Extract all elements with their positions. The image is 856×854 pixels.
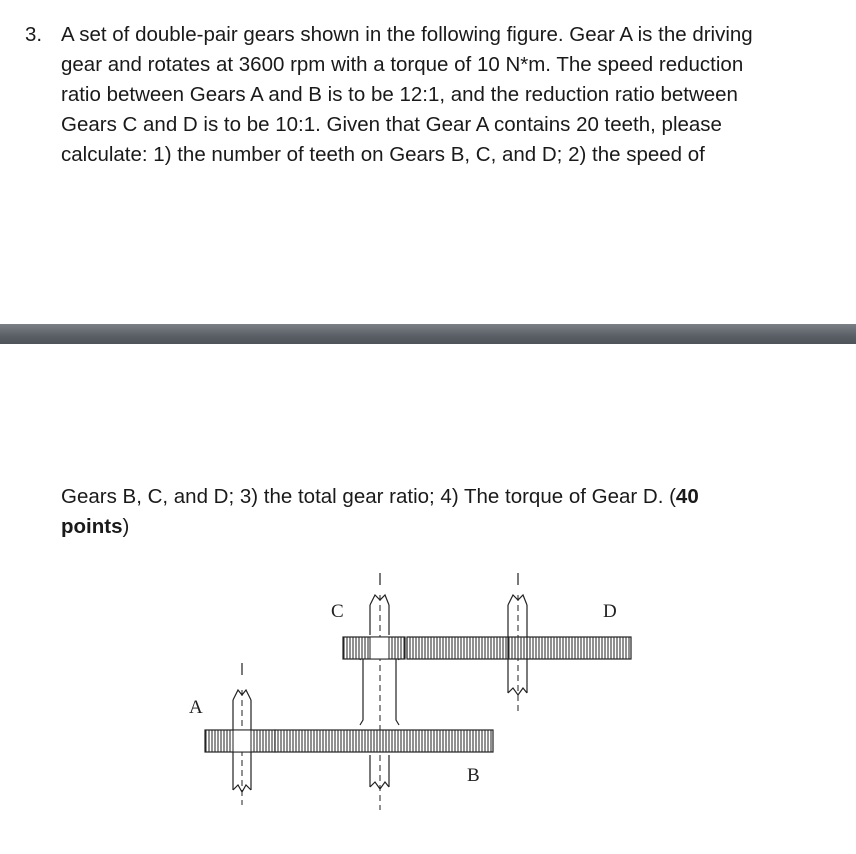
problem-line-4: Gears C and D is to be 10:1. Given that Gear A contains 20 teeth, please (61, 113, 722, 136)
page-divider (0, 324, 856, 344)
problem-line-7 (61, 512, 129, 542)
label-a: A (189, 697, 203, 718)
problem-line-3: ratio between Gears A and B is to be 12:1, and the reduction ratio between (61, 83, 738, 106)
problem-line-5: calculate: 1) the number of teeth on Gears B, C, and D; 2) the speed of (61, 143, 705, 166)
closing-paren: ) (122, 515, 130, 538)
gear-c (343, 637, 405, 659)
gear-figure (175, 565, 645, 825)
label-d: D (603, 601, 617, 622)
shaft-cb (360, 573, 399, 810)
gear-a (205, 730, 275, 752)
problem-line-2: gear and rotates at 3600 rpm with a torque of 10 N*m. The speed reduction (61, 53, 744, 76)
points-value: 40 (675, 485, 699, 508)
points-word: points (61, 515, 123, 538)
label-c: C (331, 601, 344, 622)
gear-d (407, 637, 631, 659)
problem-line-6-text: Gears B, C, and D; 3) the total gear ratio; 4) The torque of Gear D. ( (61, 485, 676, 508)
problem-number: 3. (25, 23, 43, 46)
problem-line-6 (61, 482, 699, 512)
gear-b (275, 730, 493, 752)
label-b: B (467, 765, 480, 786)
problem-line-1: A set of double-pair gears shown in the following figure. Gear A is the driving (61, 23, 753, 46)
